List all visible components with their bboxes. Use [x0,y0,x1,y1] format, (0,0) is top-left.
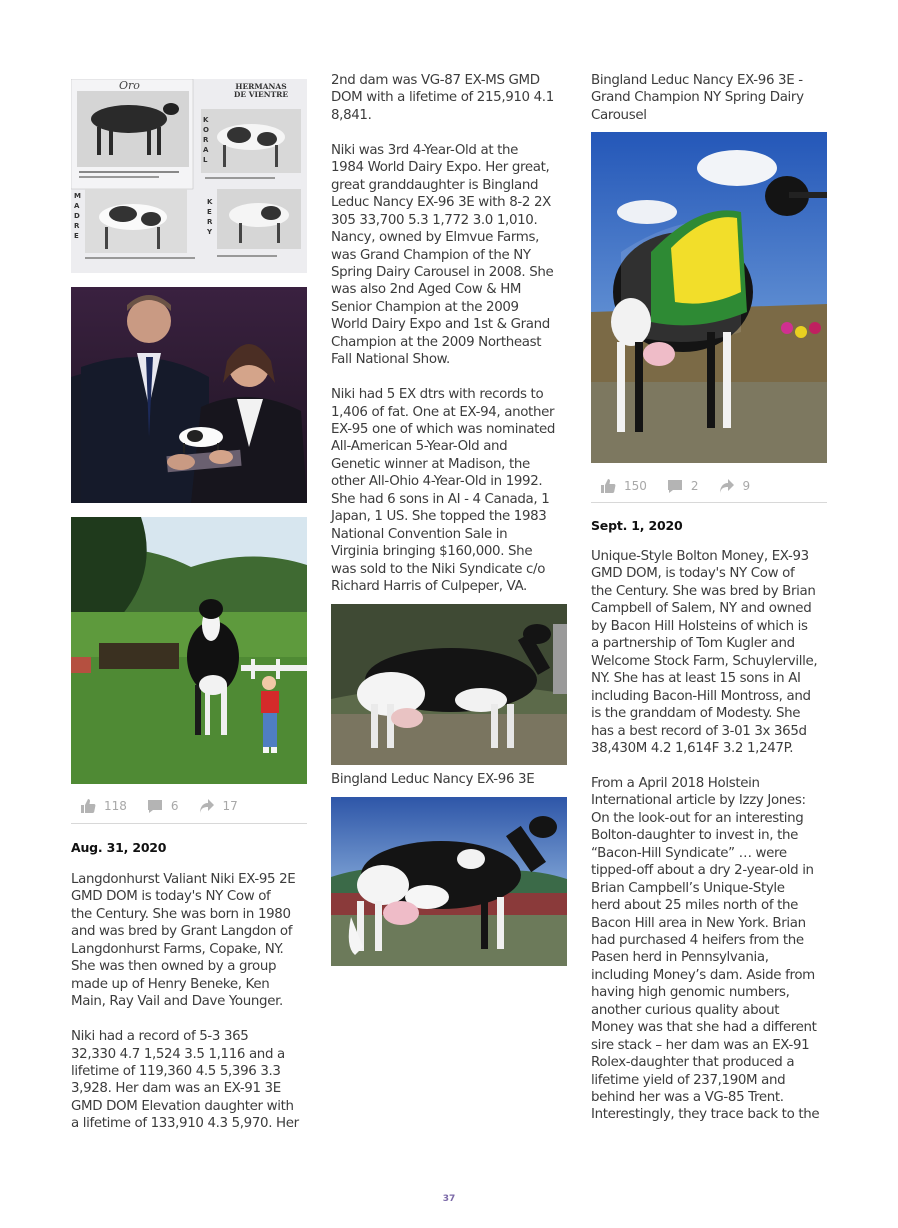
right-paragraph-2: From a April 2018 Holstein International article by Izzy Jones: On the look-out for an interesting Bolton-daughter to invest in, the “Bacon-Hill Syndicate” … were tipped-off about a dry 2-year-old in Brian Campbell’s Unique-Style herd about 25 miles north of the Bacon Hill area in New York. Brian had purchased 4 heifers from the Pasen herd in Pennsylvania, including Money’s dam. Aside from having high genomic numbers, another curious quality about Money was that she had a different sire stack – her dam was an EX-91 Rolex-daughter that produced a lifetime yield of 237,190M and behind her was a VG-85 Trent. Interestingly, they trace back to the [591,775,820,1123]
comment-icon[interactable] [147,798,163,814]
middle-photo-caption: Bingland Leduc Nancy EX-96 3E [331,772,535,787]
award-presentation-photo [71,287,307,503]
left-paragraph-2: Niki had a record of 5-3 365 32,330 4.7 1,524 3.5 1,116 and a lifetime of 119,360 4.5 5,396 3.3 3,928. Her dam was an EX-91 3E GMD DOM Elevation daughter with a lifetime of 133,910 4.3 5,970. Her [71,1029,299,1132]
middle-paragraph-2: Niki was 3rd 4-Year-Old at the 1984 World Dairy Expo. Her great, great granddaughter is Bingland Leduc Nancy EX-96 3E with 8-2 2X 305 33,700 5.3 1,772 3.0 1,010. Nancy, owned by Elmvue Farms, was Grand Champion of the NY Spring Dairy Carousel in 2008. She was also 2nd Aged Cow & HM Senior Champion at the 2009 World Dairy Expo and 1st & Grand Champion at the 2009 Northeast Fall National Show. [331,142,554,368]
page-number: 37 [442,1194,456,1204]
right-divider [591,502,827,503]
middle-article-body [331,72,571,596]
share-count: 17 [222,799,238,813]
cow-side-view-photo [331,604,567,765]
comment-count: 6 [170,799,179,813]
left-post-date: Aug. 31, 2020 [71,840,167,855]
left-paragraph-1: Langdonhurst Valiant Niki EX-95 2E GMD DOM is today's NY Cow of the Century. She was born in 1980 and was bred by Grant Langdon of Langdonhurst Farms, Copake, NY. She was then owned by a group made up of Henry Beneke, Ken Main, Ray Vail and Dave Younger. [71,872,296,1010]
comment-group[interactable] [147,798,179,814]
thumbs-up-icon[interactable] [80,798,96,814]
middle-paragraph-1: 2nd dam was VG-87 EX-MS GMD DOM with a lifetime of 215,910 4.1 8,841. [331,73,554,123]
cow-with-child-photo [71,517,307,784]
collage-koral-label: KORAL [203,116,209,164]
nancy-grand-champion-photo [591,132,827,463]
thumbs-up-icon[interactable] [600,478,616,494]
right-social-bar [600,476,770,496]
collage-title: Oro [119,79,140,92]
share-group[interactable] [199,798,238,814]
right-article-body [591,548,831,1124]
middle-paragraph-3: Niki had 5 EX dtrs with records to 1,406 of fat. One at EX-94, another EX-95 one of which was nominated All-American 5-Year-Old and Genetic winner at Madison, the other All-Ohio 4-Year-Old in 1992. She had 6 sons in AI - 4 Canada, 1 Japan, 1 US. She topped the 1983 National Convention Sale in Virginia bringing $160,000. She was sold to the Niki Syndicate c/o Richard Harris of Culpeper, VA. [331,387,556,595]
left-article-body [71,871,311,1133]
right-paragraph-1: Unique-Style Bolton Money, EX-93 GMD DOM, is today's NY Cow of the Century. She was bred by Brian Campbell of Salem, NY and owned by Bacon Hill Holsteins of which is a partnership of Tom Kugler and Welcome Stock Farm, Schuylerville, NY. She has at least 15 sons in AI including Bacon-Hill Montross, and is the granddam of Modesty. She has a best record of 3-01 3x 365d 38,430M 4.2 1,614F 3.2 1,247P. [591,549,818,756]
collage-sisters-title: HERMANAS DE VIENTRE [233,82,289,99]
like-group[interactable] [80,798,127,814]
nancy-studio-photo [331,797,567,966]
like-count: 118 [104,799,127,813]
share-icon[interactable] [719,478,735,494]
comment-group[interactable] [667,478,699,494]
comment-count: 2 [690,479,699,493]
share-count: 9 [742,479,751,493]
share-icon[interactable] [199,798,215,814]
left-divider [71,823,307,824]
share-group[interactable] [719,478,751,494]
right-top-caption: Bingland Leduc Nancy EX-96 3E - Grand Champion NY Spring Dairy Carousel [591,73,804,123]
left-social-bar [80,796,258,816]
collage-kery-label: KERY [207,198,213,236]
comment-icon[interactable] [667,478,683,494]
collage-madre-label: MADRE [74,192,81,240]
right-post-date: Sept. 1, 2020 [591,518,683,533]
like-group[interactable] [600,478,647,494]
cow-pedigree-collage-photo [71,79,307,273]
like-count: 150 [624,479,647,493]
